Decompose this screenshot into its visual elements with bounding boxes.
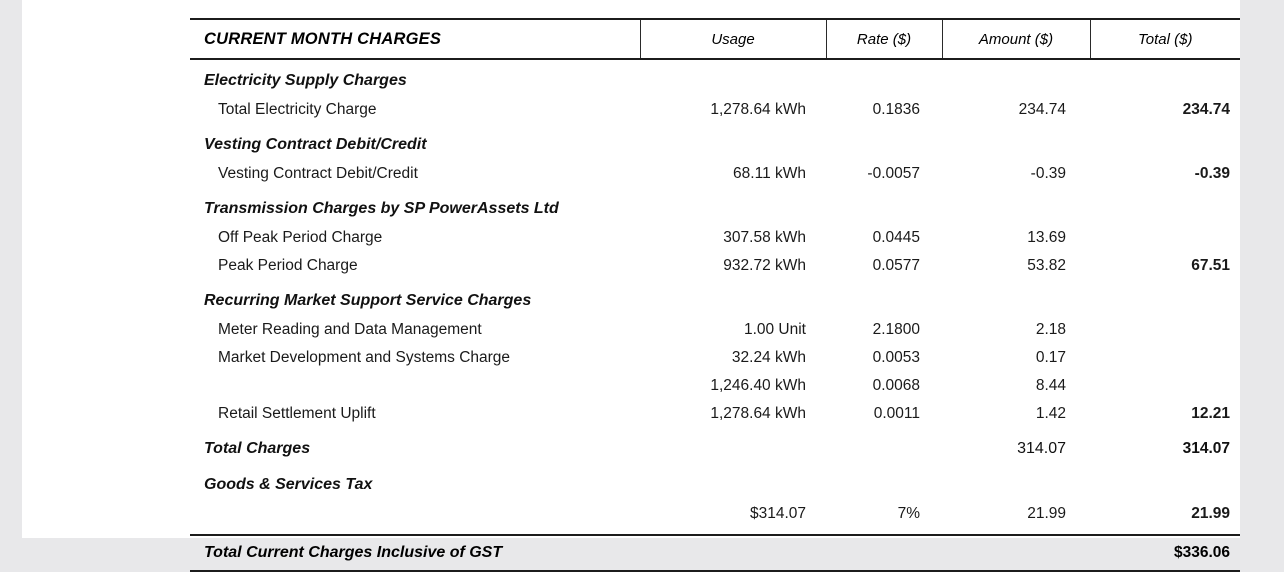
table-row	[190, 252, 1240, 280]
grand-total-usage	[640, 535, 826, 571]
table-row	[190, 344, 1240, 372]
row-usage	[640, 59, 826, 96]
row-description	[190, 500, 640, 528]
row-amount: 1.42	[1035, 405, 1066, 422]
row-amount	[942, 59, 1090, 96]
row-usage	[640, 428, 826, 464]
row-description: Transmission Charges by SP PowerAssets Ltd	[204, 199, 559, 217]
row-total: 21.99	[1191, 505, 1230, 522]
row-amount: 21.99	[1027, 505, 1066, 522]
row-description: Recurring Market Support Service Charges	[204, 291, 532, 309]
row-usage: 307.58 kWh	[723, 229, 806, 246]
row-total	[1090, 188, 1240, 224]
table-row	[190, 372, 1240, 400]
row-total	[1090, 59, 1240, 96]
table-row	[190, 188, 1240, 224]
row-rate	[826, 59, 942, 96]
table-row	[190, 224, 1240, 252]
row-usage: 1,278.64 kWh	[710, 101, 806, 118]
row-total: -0.39	[1194, 165, 1230, 182]
row-amount	[942, 124, 1090, 160]
row-rate: 0.0011	[873, 405, 920, 422]
table-row	[190, 59, 1240, 96]
spacer-cell	[1090, 528, 1240, 535]
column-header-description: CURRENT MONTH CHARGES	[190, 19, 640, 59]
row-rate	[826, 428, 942, 464]
row-description: Market Development and Systems Charge	[218, 349, 511, 366]
row-amount	[942, 280, 1090, 316]
spacer-cell	[640, 528, 826, 535]
row-usage	[640, 280, 826, 316]
row-total	[1090, 280, 1240, 316]
row-description: Total Charges	[204, 439, 311, 457]
column-header-usage: Usage	[640, 19, 826, 59]
row-amount	[942, 464, 1090, 500]
row-amount: 53.82	[1027, 257, 1066, 274]
spacer-row	[190, 528, 1240, 535]
row-description: Off Peak Period Charge	[218, 229, 383, 246]
row-rate	[826, 188, 942, 224]
table-row	[190, 500, 1240, 528]
table-row	[190, 400, 1240, 428]
row-description: Total Electricity Charge	[218, 101, 377, 118]
row-total	[1090, 344, 1240, 372]
table-row	[190, 160, 1240, 188]
row-amount: 314.07	[1017, 439, 1066, 457]
spacer-cell	[942, 528, 1090, 535]
grand-total-value: $336.06	[1090, 535, 1240, 571]
table-row	[190, 280, 1240, 316]
row-rate: 7%	[897, 505, 920, 522]
row-rate: 2.1800	[872, 321, 920, 338]
row-usage: 1,246.40 kWh	[710, 377, 806, 394]
row-total: 67.51	[1191, 257, 1230, 274]
row-amount	[942, 188, 1090, 224]
row-amount: 0.17	[1035, 349, 1066, 366]
row-rate: -0.0057	[867, 165, 920, 182]
table-row	[190, 428, 1240, 464]
row-usage: 1,278.64 kWh	[710, 405, 806, 422]
charges-table	[190, 18, 1240, 572]
row-total: 234.74	[1182, 101, 1230, 118]
column-header-total: Total ($)	[1090, 19, 1240, 59]
row-usage: 68.11 kWh	[733, 165, 806, 182]
row-description: Retail Settlement Uplift	[218, 405, 376, 422]
row-total	[1090, 464, 1240, 500]
grand-total-row	[190, 535, 1240, 571]
spacer-cell	[826, 528, 942, 535]
row-description: Peak Period Charge	[218, 257, 358, 274]
row-rate: 0.0068	[872, 377, 920, 394]
row-total	[1090, 372, 1240, 400]
table-header-row	[190, 19, 1240, 59]
column-header-rate: Rate ($)	[826, 19, 942, 59]
table-row	[190, 464, 1240, 500]
row-total: 12.21	[1191, 405, 1230, 422]
row-description: Electricity Supply Charges	[204, 71, 407, 89]
row-usage	[640, 188, 826, 224]
row-amount: 13.69	[1027, 229, 1066, 246]
column-header-amount: Amount ($)	[942, 19, 1090, 59]
row-usage	[640, 124, 826, 160]
row-usage	[640, 464, 826, 500]
row-rate: 0.0577	[872, 257, 920, 274]
document-page	[22, 0, 1240, 561]
current-month-charges-section	[190, 18, 1240, 572]
row-total	[1090, 224, 1240, 252]
row-description	[190, 372, 640, 400]
row-description: Vesting Contract Debit/Credit	[218, 165, 418, 182]
grand-total-rate	[826, 535, 942, 571]
row-description: Meter Reading and Data Management	[218, 321, 482, 338]
row-amount: 8.44	[1035, 377, 1066, 394]
row-amount: -0.39	[1030, 165, 1066, 182]
row-total	[1090, 316, 1240, 344]
row-description: Goods & Services Tax	[204, 475, 373, 493]
row-usage: 932.72 kWh	[723, 257, 806, 274]
row-rate: 0.0053	[872, 349, 920, 366]
grand-total-description: Total Current Charges Inclusive of GST	[190, 535, 640, 571]
row-rate	[826, 464, 942, 500]
row-total	[1090, 124, 1240, 160]
row-usage: $314.07	[749, 505, 806, 522]
row-rate	[826, 124, 942, 160]
grand-total-amount	[942, 535, 1090, 571]
table-row	[190, 124, 1240, 160]
row-rate: 0.0445	[872, 229, 920, 246]
row-amount: 2.18	[1035, 321, 1066, 338]
row-rate	[826, 280, 942, 316]
row-rate: 0.1836	[872, 101, 920, 118]
row-usage: 1.00 Unit	[743, 321, 806, 338]
row-description: Vesting Contract Debit/Credit	[204, 135, 427, 153]
table-row	[190, 96, 1240, 124]
row-total: 314.07	[1182, 439, 1230, 457]
table-row	[190, 316, 1240, 344]
spacer-cell	[190, 528, 640, 535]
row-usage: 32.24 kWh	[731, 349, 806, 366]
row-amount: 234.74	[1018, 101, 1066, 118]
